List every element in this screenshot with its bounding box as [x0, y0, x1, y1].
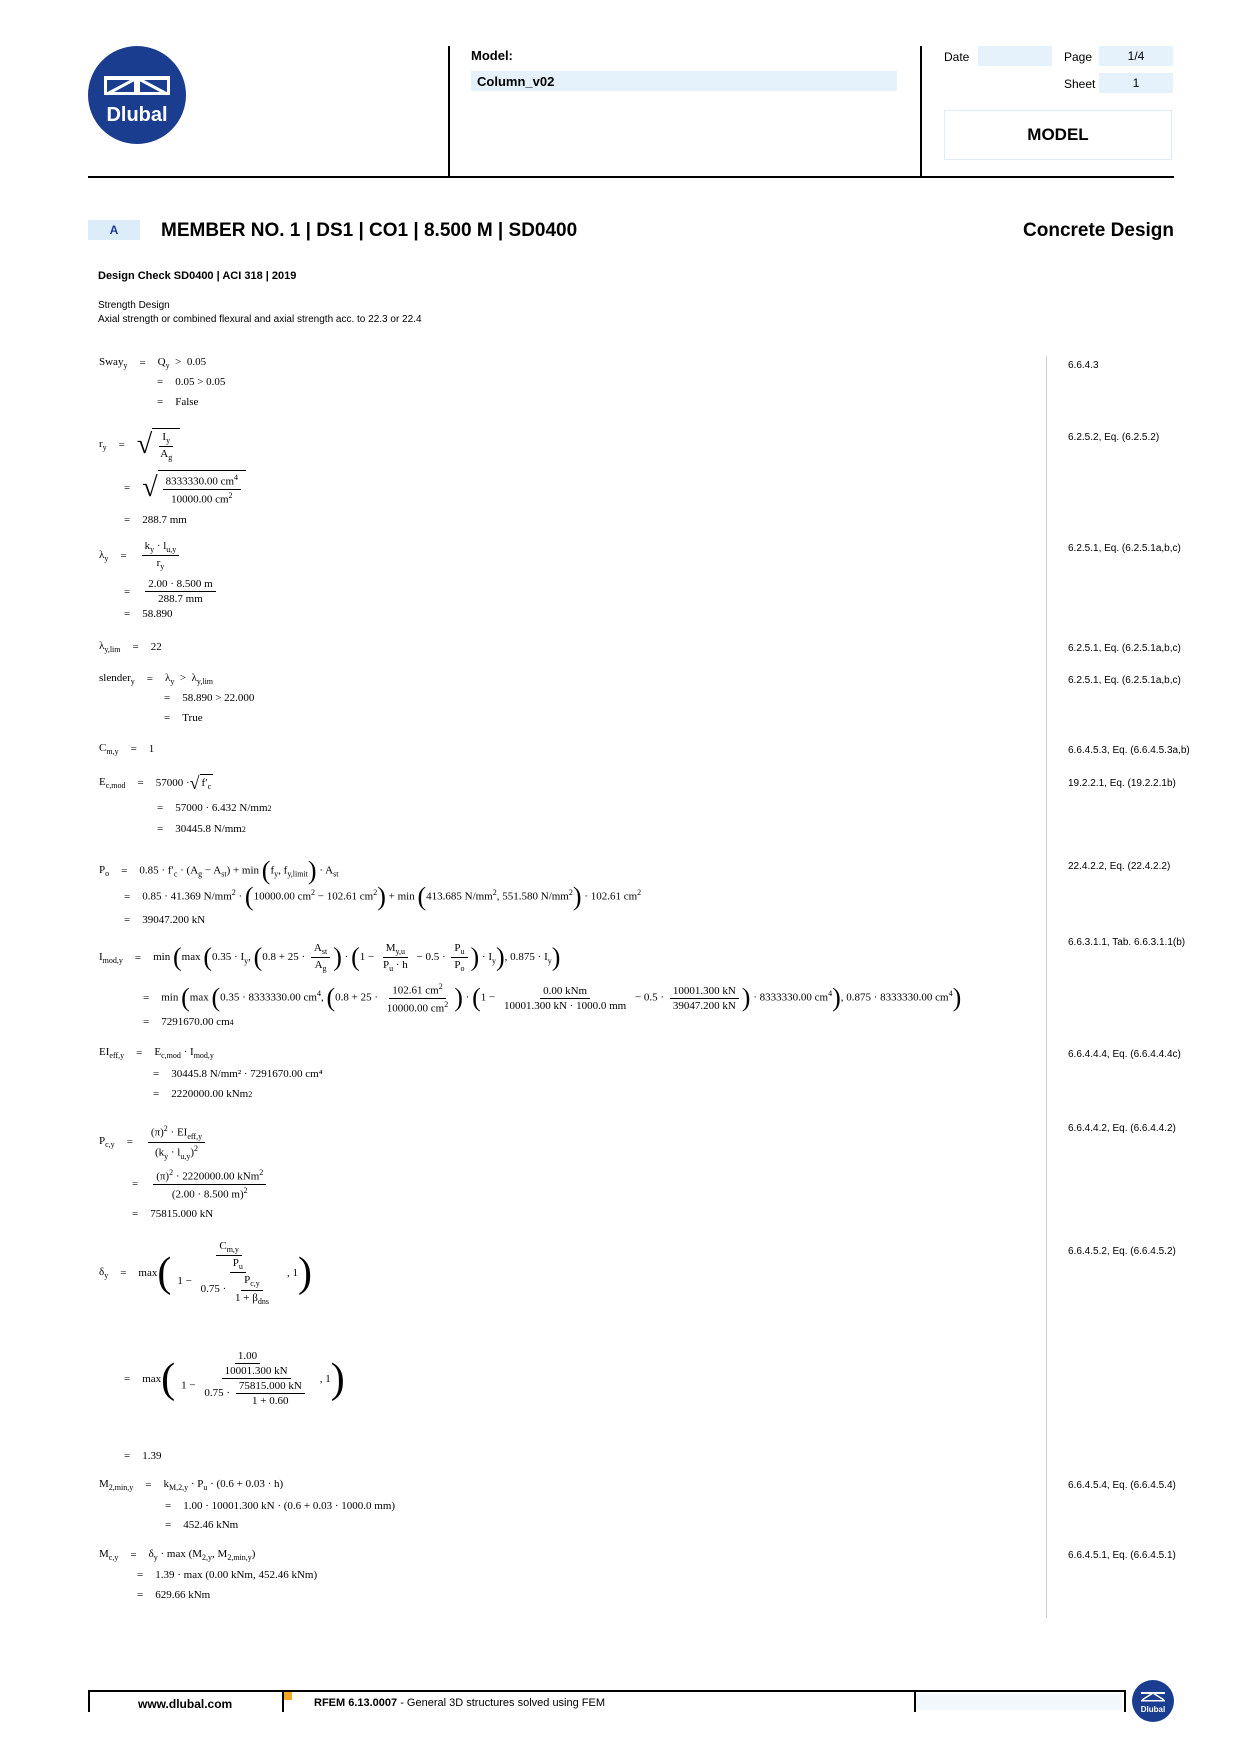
ref-imod: 6.6.3.1.1, Tab. 6.6.3.1.1(b): [1068, 937, 1186, 948]
eq-delta-sub: = max ( 1.00 1 − 10001.300 kN 0.75 · $\frac{75815.000 kN}{1 + 0.60}$ , 1 ): [124, 1350, 345, 1407]
eq-ei-def: $EI_{eff,y}$ = $E_{c,mod} \cdot I_{mod,y}$: [99, 1046, 214, 1061]
footer-field: [916, 1694, 1122, 1710]
eq-ec-sub: = 57000 · 6.432 N/mm 2: [157, 802, 272, 814]
eq-ei-sub: = 30445.8 N/mm² · 7291670.00 cm⁴: [153, 1068, 323, 1080]
eq-pc-def: $P_{c,y}$ = $\frac{(\pi)^2 \cdot EI_{eff,y}}{(k_y \cdot l_{u,y})^2}$: [99, 1124, 208, 1161]
badge-letter: A: [109, 223, 119, 237]
product-desc: - General 3D structures solved using FEM: [397, 1697, 606, 1709]
eq-imod-res: = 7291670.00 cm 4: [143, 1016, 234, 1028]
ref-r: 6.2.5.2, Eq. (6.2.5.2): [1068, 432, 1160, 443]
ref-mc: 6.6.4.5.1, Eq. (6.6.4.5.1): [1068, 1550, 1176, 1561]
ref-delta: 6.6.4.5.2, Eq. (6.6.4.5.2): [1068, 1246, 1176, 1257]
ref-lambda-lim: 6.2.5.1, Eq. (6.2.5.1a,b,c): [1068, 643, 1181, 654]
eq-m2min-sub: = 1.00 · 10001.300 kN · (0.6 + 0.03 · 1000.0 mm): [165, 1500, 396, 1512]
eq-lambda-lim: $\lambda_{y,lim}$ = 22: [99, 640, 162, 655]
footer-website[interactable]: www.dlubal.com: [138, 1697, 233, 1711]
eq-mc-sub: = 1.39 · max (0.00 kNm, 452.46 kNm): [137, 1569, 318, 1581]
bridge-icon: [88, 46, 186, 144]
eq-pc-res: = 75815.000 kN: [132, 1208, 214, 1220]
eq-mc-def: $M_{c,y}$ = $\delta_y \cdot \max (M_{2,y}$, $M_{2,min,y}$): [99, 1548, 256, 1563]
eq-slender-res: = True: [164, 712, 203, 724]
date-label: Date: [944, 50, 970, 64]
section-badge: [88, 220, 140, 240]
eq-delta-res: = 1.39: [124, 1450, 162, 1462]
footer-product: [314, 1697, 605, 1709]
page-field: [1099, 46, 1173, 66]
eq-imod-sub: = min (max (0.35 · 8333330.00 $cm^4$, (0.8 + 25 · $\frac{102.61 cm^2}{10000.00 cm^2}$ ) · (1 − $\frac{\text{0.00 kNm}}{10001.300 kN \cdot 1000.0 mm}$ − 0.5 · $\frac{10001.300 kN}{39047.200 kN}$ ) · 8333330.00 $cm^4$), 0.875 · 8333330.00 $cm^4$): [143, 982, 962, 1015]
ref-ei: 6.6.4.4.4, Eq. (6.6.4.4.4c): [1068, 1049, 1181, 1060]
sheet-field: [1099, 73, 1173, 93]
eq-delta-def: $\delta_y$ = max ( $C_{m,y}$ 1 − $P_u$ 0.75 · $\frac{P_{c,y}}{1 + \beta_{dns}}$ , 1 ): [99, 1240, 312, 1306]
ref-m2min: 6.6.4.5.4, Eq. (6.6.4.5.4): [1068, 1480, 1176, 1491]
model-label: Model:: [471, 48, 513, 63]
eq-m2min-def: $M_{2,min,y}$ = $k_{M,2,y} \cdot P_u \cdot (0.6 + 0.03 \cdot h)$: [99, 1478, 284, 1493]
eq-po-sub: = 0.85 · 41.369 $N/mm^2 \cdot (10000.00$ $cm^2 - 102.61$ $cm^2) + \min (413.685$ $N/mm^2$, 551.580 $N/mm^2) \cdot 102.61$ $cm^2$: [124, 882, 642, 911]
eq-sway-res: = False: [157, 396, 199, 408]
eq-r-res: = 288.7 mm: [124, 514, 187, 526]
ref-sway: 6.6.4.3: [1068, 360, 1099, 371]
eq-ei-res: = 2220000.00 kNm 2: [153, 1088, 253, 1100]
eq-slender-def: slender$_y$ = $\lambda_y > \lambda_{y,lim}$: [99, 672, 214, 687]
page-value: 1/4: [1127, 49, 1145, 63]
page-label: Page: [1064, 50, 1093, 64]
check-sub2: Axial strength or combined flexural and axial strength acc. to 22.3 or 22.4: [98, 314, 422, 325]
ref-pc: 6.6.4.4.2, Eq. (6.6.4.4.2): [1068, 1123, 1176, 1134]
logo-text: Dlubal: [106, 104, 168, 126]
footer-logo: [1132, 1680, 1174, 1722]
date-field: [978, 46, 1052, 66]
footer-logo-text: Dlubal: [1140, 1705, 1166, 1714]
eq-r-sub: = √ $\frac{8333330.00 cm^4}{10000.00 cm^2}$: [112, 470, 246, 505]
eq-cm: $C_{m,y}$ = 1: [99, 742, 155, 757]
eq-slender-sub: = 58.890 > 22.000: [164, 692, 255, 704]
eq-ec-def: $E_{c,mod}$ = 57000 · √ $f'_c$: [99, 773, 212, 793]
dlubal-logo: [88, 46, 186, 144]
eq-mc-res: = 629.66 kNm: [137, 1589, 211, 1601]
member-title: MEMBER NO. 1 | DS1 | CO1 | 8.500 M | SD0400: [161, 220, 578, 241]
ref-lambda: 6.2.5.1, Eq. (6.2.5.1a,b,c): [1068, 543, 1181, 554]
model-value: Column_v02: [477, 74, 555, 89]
section-title: MODEL: [1027, 125, 1089, 144]
eq-pc-sub: = $\frac{(\pi)^2 \cdot 2220000.00 kNm^2}{(2.00 \cdot 8.500 m)^2}$: [120, 1168, 269, 1200]
model-field: [471, 71, 897, 91]
eq-imod-def: $I_{mod,y}$ = min (max ($0.35 \cdot I_y$, (0.8 + 25 · $\frac{A_{st}}{A_g}$ ) · (1 − $\frac{M_{y,u}}{P_u \cdot h}$ − 0.5 · $\frac{P_u}{P_o}$ ) · $I_y$), $0.875 \cdot I_y$): [99, 942, 561, 974]
eq-lambda-sub: = $\frac{2.00 \cdot 8.500 m}{288.7 mm}$: [112, 578, 219, 605]
eq-sway-sub: = 0.05 > 0.05: [157, 376, 226, 388]
eq-r-def: $r_y$ = √ $\frac{I_y}{A_g}$: [99, 428, 180, 462]
concrete-design-title: Concrete Design: [1023, 220, 1174, 241]
eq-lambda-def: $\lambda_y$ = $\frac{k_y \cdot l_{u,y}}{r_y}$: [99, 540, 182, 571]
ref-cm: 6.6.4.5.3, Eq. (6.6.4.5.3a,b): [1068, 745, 1190, 756]
footer-accent: [284, 1692, 292, 1700]
eq-m2min-res: = 452.46 kNm: [165, 1519, 239, 1531]
eq-lambda-res: = 58.890: [124, 608, 173, 620]
sheet-value: 1: [1132, 76, 1140, 90]
section-box: [944, 110, 1172, 160]
eq-po-res: = 39047.200 kN: [124, 914, 206, 926]
sheet-label: Sheet: [1064, 77, 1096, 91]
ref-ec: 19.2.2.1, Eq. (19.2.2.1b): [1068, 778, 1176, 789]
check-heading: Design Check SD0400 | ACI 318 | 2019: [98, 270, 297, 282]
footer-bridge-icon: [1132, 1680, 1174, 1722]
product-name: RFEM 6.13.0007: [314, 1697, 398, 1709]
ref-slender: 6.2.5.1, Eq. (6.2.5.1a,b,c): [1068, 675, 1181, 686]
eq-sway-def: Sway$_y$ = $Q_y > 0.05$: [99, 356, 207, 371]
eq-ec-res: = 30445.8 N/mm 2: [157, 823, 246, 835]
check-sub1: Strength Design: [98, 300, 170, 311]
eq-po-def: $P_o$ = $0.85 \cdot f'_c \cdot (A_g - A_{st}) + \min (f_y$, $f_{y,limit}) \cdot A_{st}$: [99, 856, 339, 885]
ref-po: 22.4.2.2, Eq. (22.4.2.2): [1068, 861, 1171, 872]
